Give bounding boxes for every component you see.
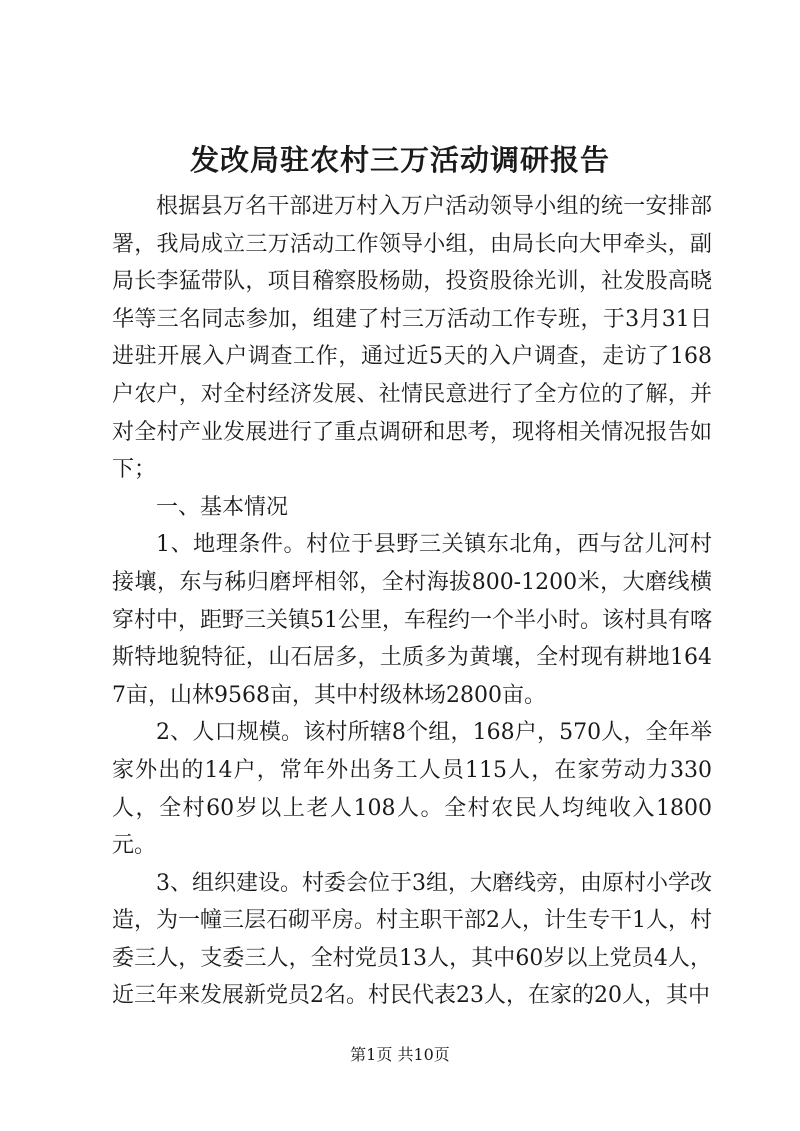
paragraph-geography: 1、地理条件。村位于县野三关镇东北角，西与岔儿河村接壤，东与秭归磨坪相邻，全村海拔800-1200米，大磨线横穿村中，距野三关镇51公里，车程约一个半小时。该村具有喀斯特地貌特征，山石居多，土质多为黄壤，全村现有耕地1647亩，山林9568亩，其中村级林场2800亩。 xyxy=(112,532,712,708)
paragraph-intro: 根据县万名干部进万村入万户活动领导小组的统一安排部署，我局成立三万活动工作领导小组，由局长向大甲牵头，副局长李猛带队，项目稽察股杨勋，投资股徐光训，社发股高晓华等三名同志参加，组建了村三万活动工作专班，于3月31日进驻开展入户调查工作，通过近5天的入户调查，走访了168户农户，对全村经济发展、社情民意进行了全方位的了解，并对全村产业发展进行了重点调研和思考，现将相关情况报告如下； xyxy=(112,194,712,483)
document-body xyxy=(112,188,712,1015)
document-title: 发改局驻农村三万活动调研报告 xyxy=(189,143,610,177)
paragraph-population: 2、人口规模。该村所辖8个组，168户，570人，全年举家外出的14户，常年外出务工人员115人，在家劳动力330人，全村60岁以上老人108人。全村农民人均纯收入1800元。 xyxy=(112,720,712,859)
page-number-footer: 第1页 共10页 xyxy=(350,1045,450,1064)
paragraph-organization: 3、组织建设。村委会位于3组，大磨线旁，由原村小学改造，为一幢三层石砌平房。村主职干部2人，计生专干1人，村委三人，支委三人，全村党员13人，其中60岁以上党员4人，近三年来发展新党员2名。村民代表23人，在家的20人，其中 xyxy=(112,870,712,1009)
section-heading-basic-info: 一、基本情况 xyxy=(156,494,289,520)
